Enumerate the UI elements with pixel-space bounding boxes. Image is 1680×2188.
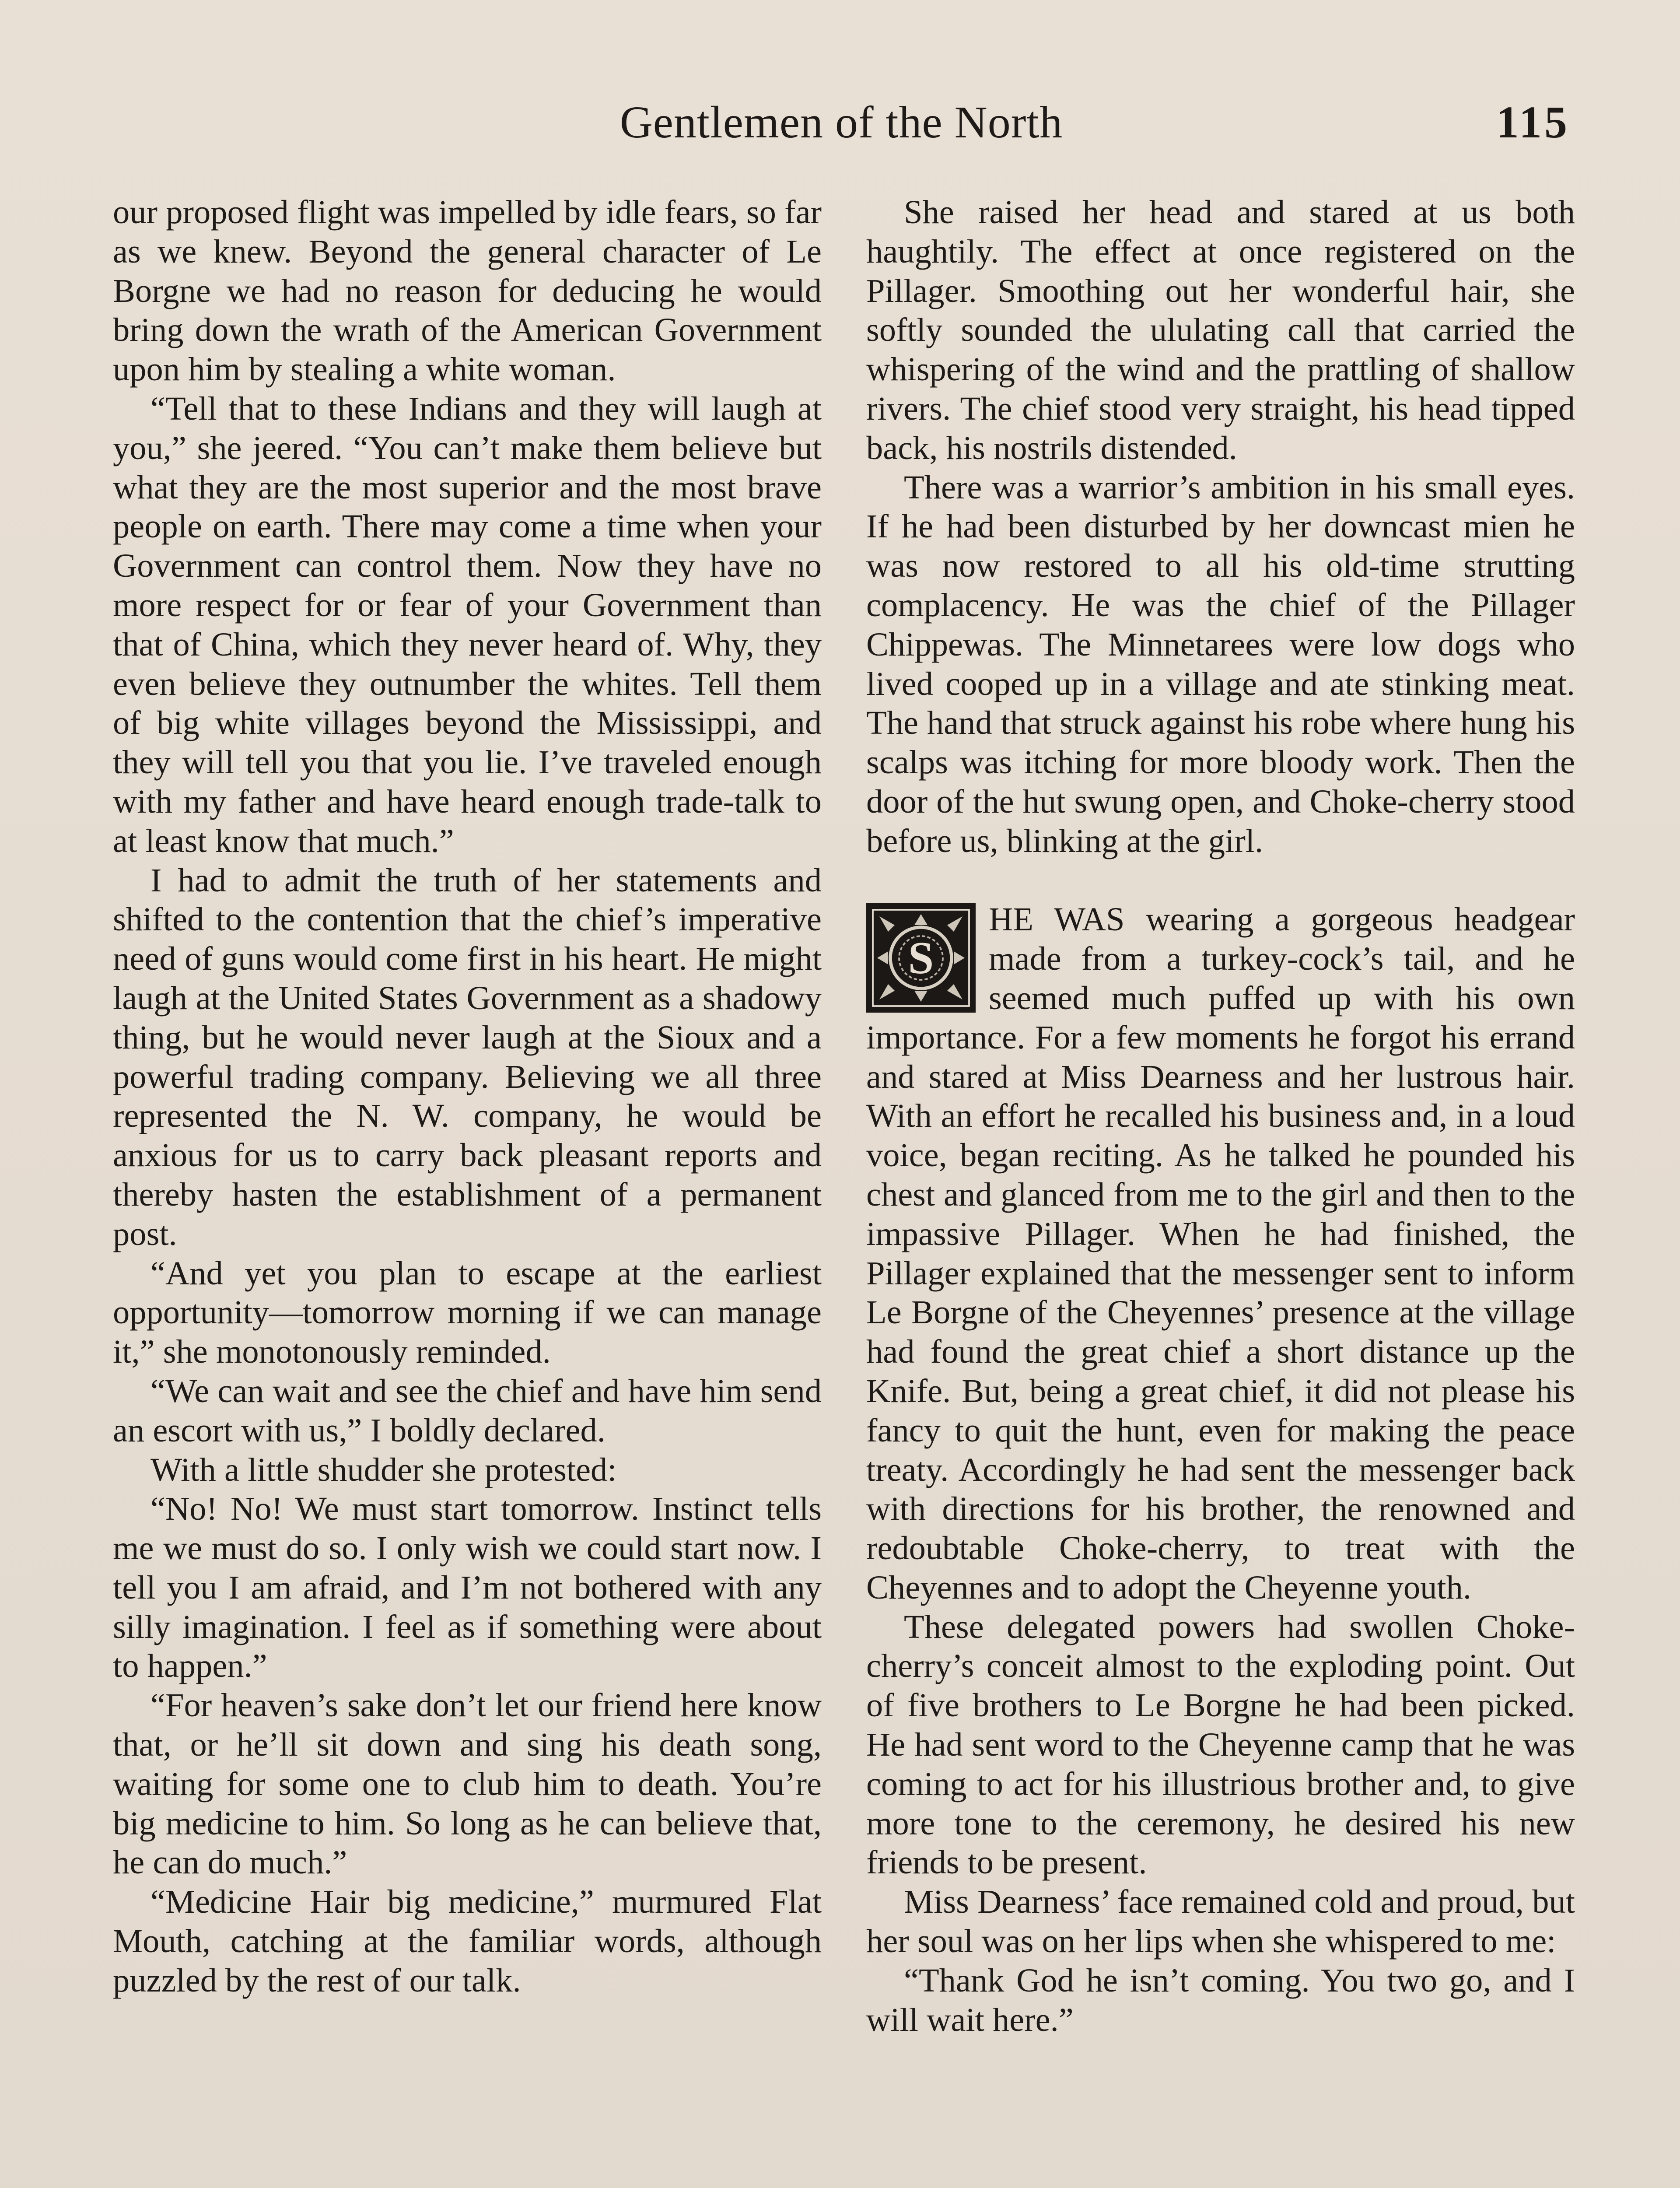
paragraph: I had to admit the truth of her statements and shifted to the contention that the chief’s imperative need of guns would come first in his heart. He might laugh at the United States Government as a shadowy thing, but he would never laugh at the Sioux and a powerful trading company. Believing we all three represented the N. W. company, he would be anxious for us to carry back pleasant reports and thereby hasten the establishment of a permanent post. [113,861,822,1252]
paragraph: our proposed flight was impelled by idle fears, so far as we knew. Beyond the general character of Le Borgne we had no reason for deducing he would bring down the wrath of the American Government upon him by stealing a white woman. [113,193,822,388]
right-column [866,193,1575,2039]
dropcap-paragraph-text: HE WAS wearing a gorgeous headgear made from a turkey-cock’s tail, and he seemed much puffed up with his own importance. For a few moments he forgot his errand and stared at Miss Dearness and her lustrous hair. With an effort he recalled his business and, in a loud voice, began reciting. As he talked he pounded his chest and glanced from me to the girl and then to the impassive Pillager. When he had finished, the Pillager explained that the messenger sent to inform Le Borgne of the Cheyennes’ presence at the village had found the great chief a short distance up the Knife. But, being a great chief, it did not please his fancy to quit the hunt, even for making the peace treaty. Accordingly he had sent the messenger back with directions for his brother, the renowned and redoubtable Choke-cherry, to treat with the Cheyennes and to adopt the Cheyenne youth. [866,901,1575,1606]
running-head [113,96,1570,158]
paragraph: “Thank God he isn’t coming. You two go, and I will wait here.” [866,1961,1575,2038]
paragraph: “Medicine Hair big medicine,” murmured Flat Mouth, catching at the familiar words, although puzzled by the rest of our talk. [113,1883,822,1999]
paragraph: There was a warrior’s ambition in his small eyes. If he had been disturbed by her downcast mien he was now restored to all his old-time strutting complacency. He was the chief of the Pillager Chippewas. The Minnetarees were low dogs who lived cooped up in a village and ate stinking meat. The hand that struck against his robe where hung his scalps was itching for more bloody work. Then the door of the hut swung open, and Choke-cherry stood before us, blinking at the girl. [866,468,1575,859]
ornamental-dropcap-icon [866,903,976,1013]
paragraph: These delegated powers had swollen Choke-cherry’s conceit almost to the exploding point. Out of five brothers to Le Borgne he had been picked. He had sent word to the Cheyenne camp that he was coming to act for his illustrious brother and, to give more tone to the ceremony, he desired his new friends to be present. [866,1608,1575,1881]
left-column [113,193,822,2000]
paragraph: She raised her head and stared at us both haughtily. The effect at once registered on the Pillager. Smoothing out her wonderful hair, she softly sounded the ululating call that carried the whispering of the wind and the prattling of shallow rivers. The chief stood very straight, his head tipped back, his nostrils distended. [866,193,1575,466]
running-title: Gentlemen of the North [620,97,1063,147]
page-number: 115 [1496,97,1570,147]
paragraph: “Tell that to these Indians and they will laugh at you,” she jeered. “You can’t make them believe but what they are the most superior and the most brave people on earth. There may come a time when your Government can control them. Now they have no more respect for or fear of your Government than that of China, which they never heard of. Why, they even believe they outnumber the whites. Tell them of big white villages beyond the Mississippi, and they will tell you that you lie. I’ve traveled enough with my father and have heard enough trade-talk to at least know that much.” [113,389,822,859]
paragraph: “For heaven’s sake don’t let our friend here know that, or he’ll sit down and sing his death song, waiting for some one to club him to death. You’re big medicine to him. So long as he can believe that, he can do much.” [113,1687,822,1881]
paragraph: Miss Dearness’ face remained cold and proud, but her soul was on her lips when she whispered to me: [866,1883,1575,1960]
paragraph: “No! No! We must start tomorrow. Instinct tells me we must do so. I only wish we could start now. I tell you I am afraid, and I’m not bothered with any silly imagination. I feel as if something were about to happen.” [113,1490,822,1685]
paragraph: “And yet you plan to escape at the earliest opportunity—tomorrow morning if we can manage it,” she monotonously reminded. [113,1254,822,1371]
dropcap-paragraph [866,900,1575,1607]
paragraph: “We can wait and see the chief and have him send an escort with us,” I boldly declared. [113,1372,822,1449]
dropcap-letter: S [908,932,934,984]
paragraph: With a little shudder she protested: [150,1451,617,1488]
